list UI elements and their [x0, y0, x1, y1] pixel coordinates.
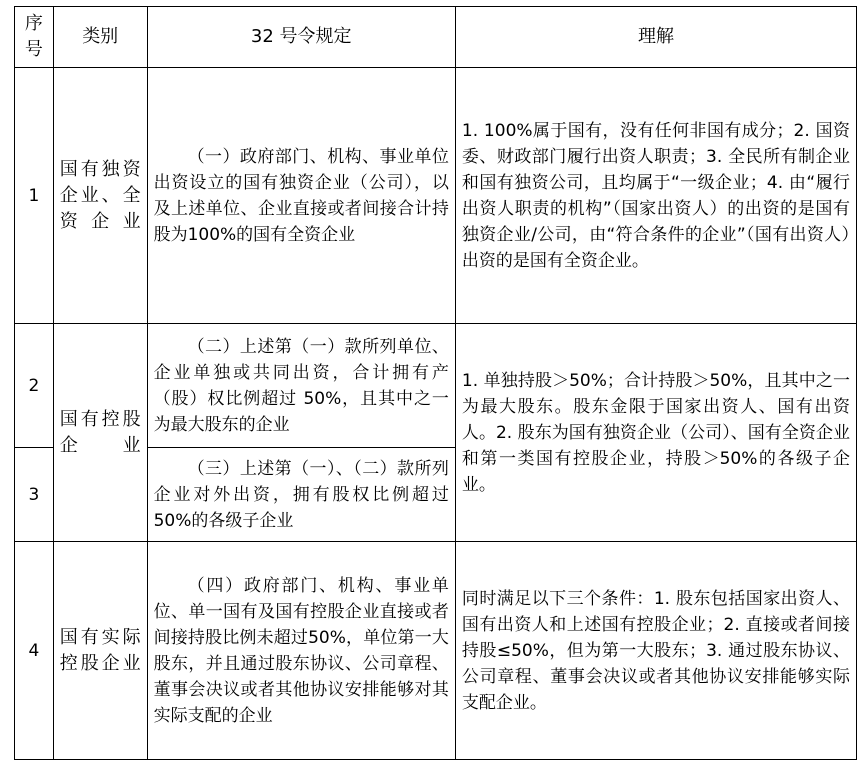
rule-cell: （三）上述第（一）、（二）款所列企业对外出资，拥有股权比例超过 50%的各级子企业: [147, 448, 455, 542]
table-row: [15, 68, 857, 324]
understanding-cell: 1. 100%属于国有，没有任何非国有成分；2. 国资委、财政部门履行出资人职责；3. 全民所有制企业和国有独资公司，且均属于“一级企业；4. 由“履行出资人职责的机构”（国家出资人）的出资的是国有独资企业/公司，由“符合条件的企业”（国有出资人）出资的是国有全资企业。: [455, 68, 856, 324]
seq-cell: 2: [15, 324, 54, 448]
seq-cell: 1: [15, 68, 54, 324]
table-row: [15, 324, 857, 448]
understanding-cell: 1. 单独持股＞50%；合计持股＞50%，且其中之一为最大股东。股东金限于国家出资人、国有出资人。2. 股东为国有独资企业（公司）、国有全资企业和第一类国有控股企业，持股＞50%的各级子企业。: [455, 324, 856, 542]
seq-cell: 3: [15, 448, 54, 542]
header-seq: 序号: [15, 7, 54, 68]
category-cell: 国有独资企业、全资企业: [53, 68, 147, 324]
rule-cell: （一）政府部门、机构、事业单位出资设立的国有独资企业（公司），以及上述单位、企业直接或者间接合计持股为100%的国有全资企业: [147, 68, 455, 324]
seq-cell: 4: [15, 542, 54, 760]
header-row: [15, 7, 857, 68]
category-cell: 国有实际控股企业: [53, 542, 147, 760]
table-row: [15, 542, 857, 760]
rule-cell: （四）政府部门、机构、事业单位、单一国有及国有控股企业直接或者间接持股比例未超过50%，单位第一大股东，并且通过股东协议、公司章程、董事会决议或者其他协议安排能够对其实际支配的企业: [147, 542, 455, 760]
rule-cell: （二）上述第（一）款所列单位、企业单独或共同出资，合计拥有产（股）权比例超过 50%，且其中之一为最大股东的企业: [147, 324, 455, 448]
header-understanding: 理解: [455, 7, 856, 68]
category-cell: 国有控股企业: [53, 324, 147, 542]
header-rule: 32 号令规定: [147, 7, 455, 68]
regulation-table: [14, 6, 857, 760]
understanding-cell: 同时满足以下三个条件：1. 股东包括国家出资人、国有出资人和上述国有控股企业；2. 直接或者间接持股≤50%，但为第一大股东；3. 通过股东协议、公司章程、董事会决议或者其他协议安排能够实际支配企业。: [455, 542, 856, 760]
header-category: 类别: [53, 7, 147, 68]
